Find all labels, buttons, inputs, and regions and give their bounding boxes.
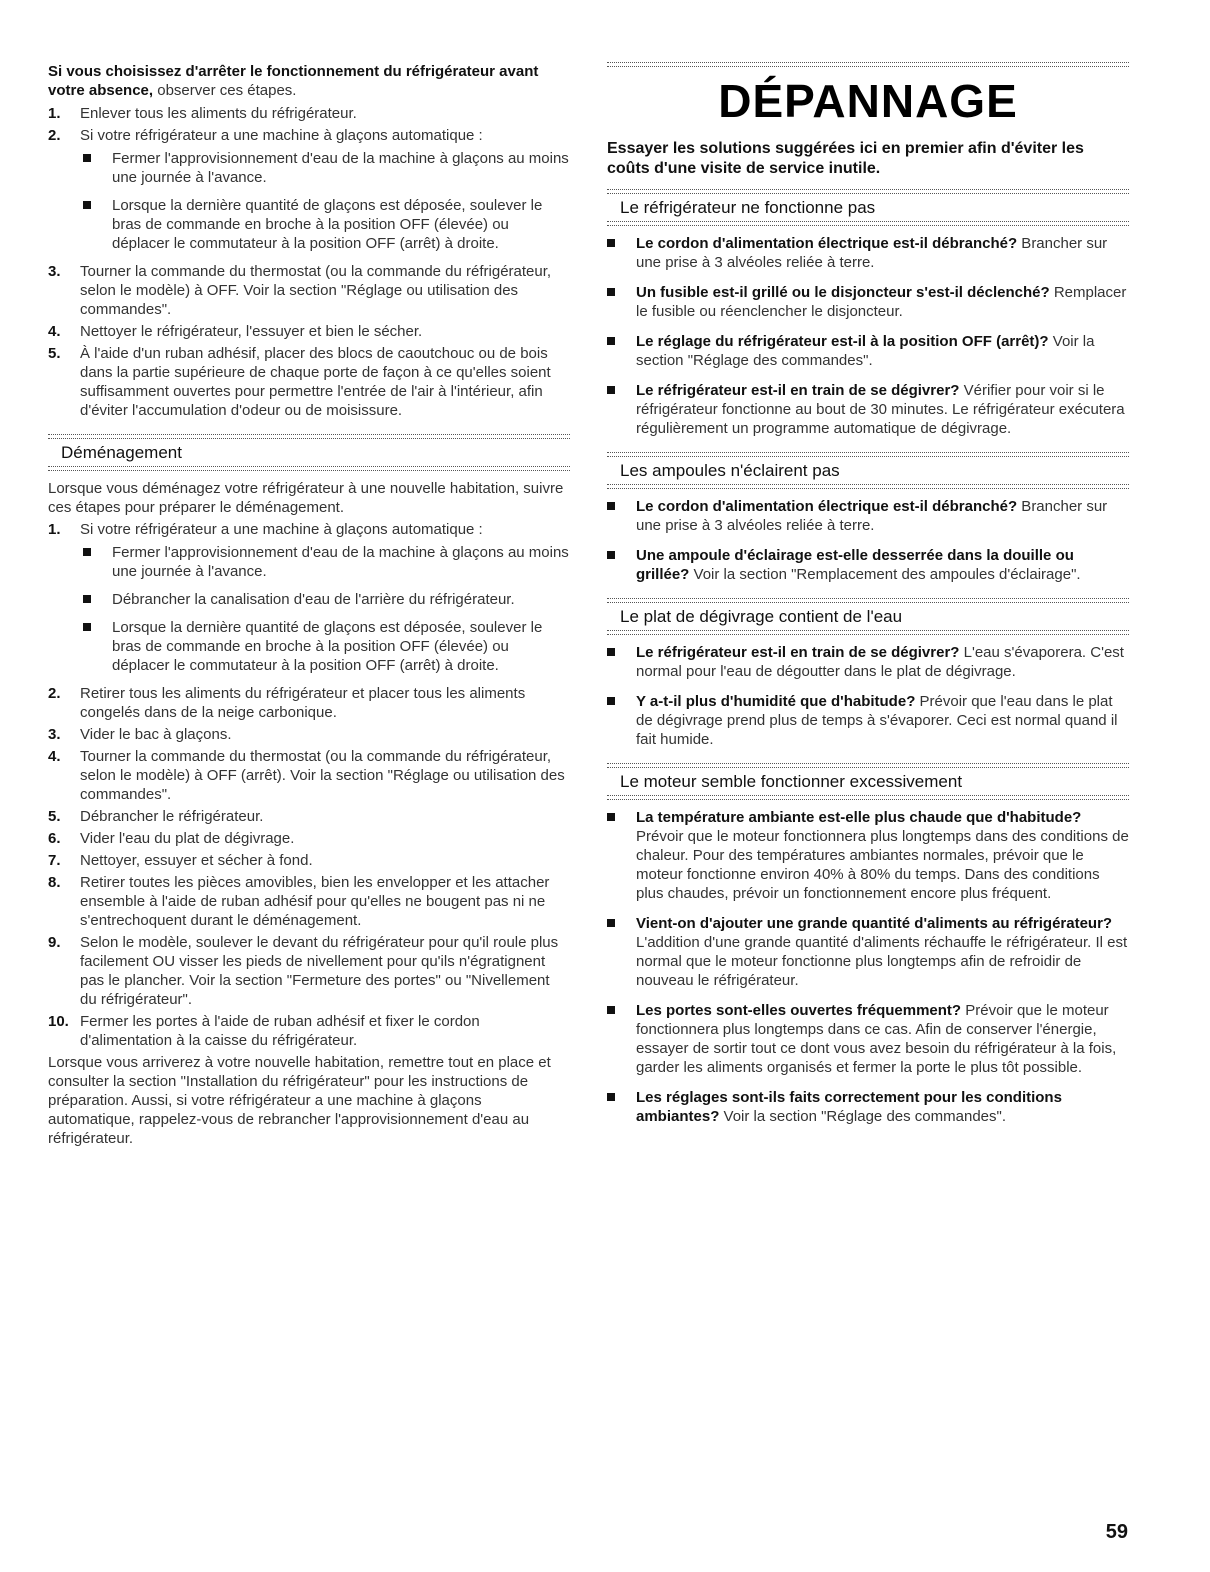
step-bullets <box>80 543 570 675</box>
problem-answer: L'eau s'évaporera. C'est normal pour l'eau de dégoutter dans le plat de dégivrage. <box>636 644 1124 680</box>
problem-answer: Vérifier pour voir si le réfrigérateur fonctionne au bout de 30 minutes. Le réfrigérateur exécutera régulièrement un programme automatique de dégivrage. <box>636 382 1125 437</box>
problem-answer: Prévoir que le moteur fonctionnera plus longtemps dans ce cas. Afin de conserver l'énergie, essayer de sortir tout ce dont vous avez besoin du réfrigérateur à la fois, garder les aliments organisés et fermer la porte le plus tôt possible. <box>636 1002 1117 1076</box>
problem-item <box>607 546 1129 584</box>
step-item <box>48 747 570 804</box>
step-item <box>48 829 570 848</box>
step-item <box>48 873 570 930</box>
section-rule <box>607 598 1129 603</box>
step-text: Retirer tous les aliments du réfrigérateur et placer tous les aliments congelés dans de la neige carbonique. <box>80 685 526 721</box>
section-rule <box>607 189 1129 194</box>
problem-answer: Brancher sur une prise à 3 alvéoles reliée à terre. <box>636 235 1108 271</box>
step-number: 9. <box>48 934 61 951</box>
step-number: 2. <box>48 127 61 144</box>
problem-answer: Voir la section "Réglage des commandes". <box>719 1108 1006 1125</box>
step-text: Si votre réfrigérateur a une machine à glaçons automatique : <box>80 521 483 538</box>
problem-item <box>607 808 1129 903</box>
moving-intro: Lorsque vous déménagez votre réfrigérateur à une nouvelle habitation, suivre ces étapes pour préparer le déménagement. <box>48 480 564 516</box>
problem-question: Le réfrigérateur est-il en train de se dégivrer? <box>636 644 960 661</box>
step-text: Tourner la commande du thermostat (ou la commande du réfrigérateur, selon le modèle) à OFF. Voir la section "Réglage ou utilisation des commandes". <box>80 263 552 318</box>
step-number: 5. <box>48 345 61 362</box>
moving-outro: Lorsque vous arriverez à votre nouvelle habitation, remettre tout en place et consulter la section "Installation du réfrigérateur" pour les instructions de préparation. Aussi, si votre réfrigérateur a une machine à glaçons automatique, rappelez-vous de rebrancher l'approvisionnement d'eau au réfrigérateur. <box>48 1054 551 1147</box>
problem-question: Le cordon d'alimentation électrique est-il débranché? <box>636 498 1018 515</box>
problem-item <box>607 381 1129 438</box>
step-text: Selon le modèle, soulever le devant du réfrigérateur pour qu'il roule plus facilement OU visser les pieds de nivellement pour qu'ils n'égratignent pas le plancher. Voir la section "Fermeture des portes" ou "Nivellement du réfrigérateur". <box>80 934 559 1008</box>
section-title: Le moteur semble fonctionner excessivement <box>620 772 963 791</box>
problem-list <box>607 497 1129 584</box>
moving-section <box>48 434 570 1148</box>
moving-steps <box>48 520 570 1050</box>
troubleshooting-section <box>607 189 1129 438</box>
section-rule <box>48 466 570 471</box>
problem-answer: Prévoir que le moteur fonctionnera plus longtemps dans des conditions de chaleur. Pour des températures ambiantes normales, prévoir que le moteur fonctionne environ 40% à 80% du temps. Dans des conditions plus chaudes, prévoir un fonctionnement encore plus fréquent. <box>636 828 1129 902</box>
problem-question: La température ambiante est-elle plus chaude que d'habitude? <box>636 809 1082 826</box>
section-rule <box>607 630 1129 635</box>
problem-list <box>607 643 1129 749</box>
problem-item <box>607 283 1129 321</box>
step-bullets <box>80 149 570 253</box>
step-item <box>48 933 570 1009</box>
step-number: 3. <box>48 263 61 280</box>
problem-item <box>607 332 1129 370</box>
problem-item <box>607 1088 1129 1126</box>
step-number: 6. <box>48 830 61 847</box>
step-number: 2. <box>48 685 61 702</box>
step-number: 3. <box>48 726 61 743</box>
step-item <box>48 851 570 870</box>
step-item <box>48 684 570 722</box>
problem-item <box>607 234 1129 272</box>
page-title: DÉPANNAGE <box>718 75 1018 127</box>
step-item <box>48 807 570 826</box>
title-rule <box>607 62 1129 67</box>
problem-item <box>607 914 1129 990</box>
step-text: Vider le bac à glaçons. <box>80 726 232 743</box>
step-item <box>48 126 570 253</box>
problem-item <box>607 692 1129 749</box>
problem-answer: Voir la section "Réglage des commandes". <box>636 333 1095 369</box>
step-number: 4. <box>48 748 61 765</box>
step-text: Enlever tous les aliments du réfrigérateur. <box>80 105 357 122</box>
page-number: 59 <box>1105 1521 1128 1543</box>
step-item <box>48 344 570 420</box>
step-number: 1. <box>48 105 61 122</box>
bullet-item: Lorsque la dernière quantité de glaçons est déposée, soulever le bras de commande en broche à la position OFF (élevée) ou déplacer le commutateur à la position OFF (arrêt) à droite. <box>80 196 570 253</box>
section-rule <box>607 795 1129 800</box>
problem-list <box>607 808 1129 1126</box>
step-number: 7. <box>48 852 61 869</box>
step-text: Fermer les portes à l'aide de ruban adhésif et fixer le cordon d'alimentation à la caisse du réfrigérateur. <box>80 1013 480 1049</box>
step-text: Vider l'eau du plat de dégivrage. <box>80 830 295 847</box>
step-item <box>48 725 570 744</box>
problem-list <box>607 234 1129 438</box>
problem-item <box>607 497 1129 535</box>
troubleshooting-section <box>607 598 1129 749</box>
right-column <box>607 62 1129 1137</box>
step-item <box>48 520 570 675</box>
section-title: Le plat de dégivrage contient de l'eau <box>620 607 903 626</box>
step-text: À l'aide d'un ruban adhésif, placer des blocs de caoutchouc ou de bois dans la partie supérieure de chaque porte de façon à ce qu'elles soient suffisamment ouvertes pour permettre l'entrée de l'air à l'intérieur, afin d'éviter l'accumulation d'odeur ou de moisissure. <box>80 345 551 419</box>
step-text: Retirer toutes les pièces amovibles, bien les envelopper et les attacher ensemble à l'aide de ruban adhésif pour qu'elles ne bougent pas ni ne s'entrechoquent durant le déménagement. <box>80 874 550 929</box>
section-rule <box>48 434 570 439</box>
problem-answer: Prévoir que l'eau dans le plat de dégivrage prend plus de temps à s'évaporer. Ceci est normal quand il fait humide. <box>636 693 1118 748</box>
step-text: Nettoyer le réfrigérateur, l'essuyer et bien le sécher. <box>80 323 423 340</box>
step-item <box>48 262 570 319</box>
vacation-intro: Si vous choisissez d'arrêter le fonctionnement du réfrigérateur avant votre absence, observer ces étapes. <box>48 63 539 99</box>
problem-answer: Brancher sur une prise à 3 alvéoles reliée à terre. <box>636 498 1108 534</box>
step-number: 1. <box>48 521 61 538</box>
problem-question: Les portes sont-elles ouvertes fréquemment? <box>636 1002 962 1019</box>
troubleshooting-section <box>607 763 1129 1126</box>
section-title-moving: Déménagement <box>61 443 182 462</box>
section-title: Les ampoules n'éclairent pas <box>620 461 840 480</box>
bullet-item: Fermer l'approvisionnement d'eau de la machine à glaçons au moins une journée à l'avance. <box>80 149 570 187</box>
step-item <box>48 1012 570 1050</box>
troubleshooting-sections <box>607 189 1129 1126</box>
section-title: Le réfrigérateur ne fonctionne pas <box>620 198 876 217</box>
problem-question: Les réglages sont-ils faits correctement pour les conditions ambiantes? <box>636 1089 1062 1125</box>
step-item <box>48 104 570 123</box>
section-rule <box>607 763 1129 768</box>
problem-question: Le réfrigérateur est-il en train de se dégivrer? <box>636 382 960 399</box>
problem-answer: Voir la section "Remplacement des ampoules d'éclairage". <box>689 566 1081 583</box>
step-item <box>48 322 570 341</box>
step-text: Débrancher le réfrigérateur. <box>80 808 264 825</box>
bullet-item: Débrancher la canalisation d'eau de l'arrière du réfrigérateur. <box>80 590 570 609</box>
section-rule <box>607 221 1129 226</box>
troubleshooting-section <box>607 452 1129 584</box>
step-number: 10. <box>48 1013 69 1030</box>
troubleshooting-lead: Essayer les solutions suggérées ici en premier afin d'éviter les coûts d'une visite de service inutile. <box>607 140 1084 177</box>
problem-question: Y a-t-il plus d'humidité que d'habitude? <box>636 693 916 710</box>
vacation-steps <box>48 104 570 420</box>
step-text: Tourner la commande du thermostat (ou la commande du réfrigérateur, selon le modèle) à OFF (arrêt). Voir la section "Réglage ou utilisation des commandes". <box>80 748 565 803</box>
section-rule <box>607 484 1129 489</box>
problem-question: Une ampoule d'éclairage est-elle desserrée dans la douille ou grillée? <box>636 547 1074 583</box>
problem-question: Vient-on d'ajouter une grande quantité d'aliments au réfrigérateur? <box>636 915 1113 932</box>
step-number: 8. <box>48 874 61 891</box>
problem-question: Le réglage du réfrigérateur est-il à la position OFF (arrêt)? <box>636 333 1049 350</box>
bullet-item: Lorsque la dernière quantité de glaçons est déposée, soulever le bras de commande en broche à la position OFF (élevée) ou déplacer le commutateur à la position OFF (arrêt) à droite. <box>80 618 570 675</box>
problem-answer: Remplacer le fusible ou réenclencher le disjoncteur. <box>636 284 1127 320</box>
step-text: Nettoyer, essuyer et sécher à fond. <box>80 852 313 869</box>
step-number: 4. <box>48 323 61 340</box>
bullet-item: Fermer l'approvisionnement d'eau de la machine à glaçons au moins une journée à l'avance. <box>80 543 570 581</box>
problem-item <box>607 1001 1129 1077</box>
section-rule <box>607 452 1129 457</box>
problem-question: Le cordon d'alimentation électrique est-il débranché? <box>636 235 1018 252</box>
step-number: 5. <box>48 808 61 825</box>
problem-item <box>607 643 1129 681</box>
step-text: Si votre réfrigérateur a une machine à glaçons automatique : <box>80 127 483 144</box>
problem-answer: L'addition d'une grande quantité d'aliments réchauffe le réfrigérateur. Il est normal que le moteur fonctionne plus longtemps afin de refroidir de nouveau le réfrigérateur. <box>636 934 1128 989</box>
problem-question: Un fusible est-il grillé ou le disjoncteur s'est-il déclenché? <box>636 284 1050 301</box>
left-column <box>48 62 570 1148</box>
